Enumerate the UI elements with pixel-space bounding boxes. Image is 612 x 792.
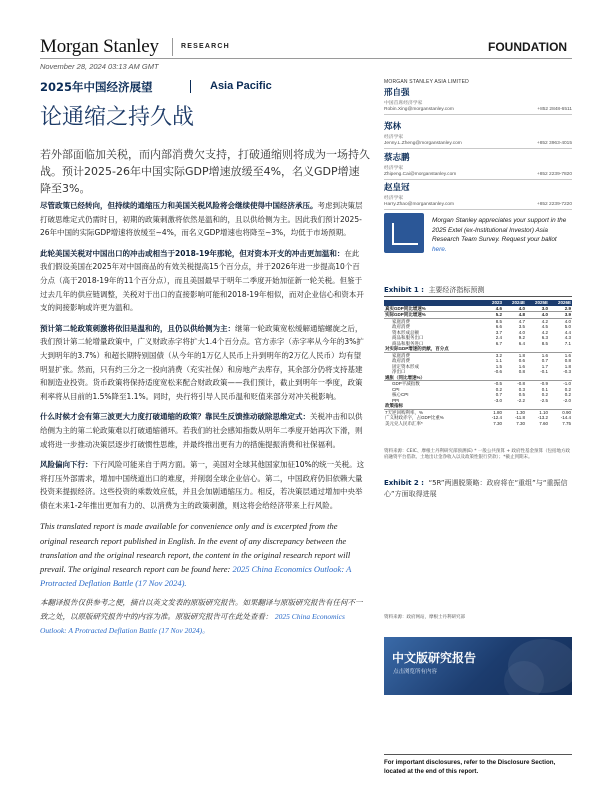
disclaimer-chinese-text: 本翻译报告仅供参考之便，摘自以英文发表的原版研究报告。如果翻译与原版研究报告有任何不一致之处，以原版研究报告中的内容为准。原版研究报告可在此处查看： [40,598,363,622]
row-label: 真实GDP同比增速% [384,306,480,312]
table-cell: 0.3 [518,386,525,392]
row-label: 对实际GDP增速的贡献，百分点 [384,346,480,352]
table-cell: 4.4 [564,329,571,335]
paragraph-5-lead: 风险偏向下行： [40,460,93,470]
paragraph-2 [40,247,365,315]
table-cell: 7.75 [562,420,571,426]
table-cell: 1.5 [495,363,502,369]
table-cell: 5.0 [564,324,571,329]
table-cell: 0.90 [562,409,571,415]
table-cell: 3.5 [518,324,525,329]
analyst-name: 邢自强 [384,88,410,98]
analyst-phone: +852 2239-7820 [536,172,572,177]
table-cell: 4.8 [503,312,526,319]
row-label: 核心CPI [392,392,409,397]
analyst-name: 蔡志鹏 [384,153,410,163]
disclosure-note: For important disclosures, refer to the Disclosure Section, located at the end of this report. [384,759,556,775]
analyst-role: 中国首席经济学家 [384,101,423,106]
table-cell: 0.1 [541,386,548,392]
paragraph-3-lead: 预计第二轮政策刺激将依旧是温和的，且仍以供给侧为主： [40,323,235,333]
exhibit-2-title [384,478,572,500]
survey-icon [384,213,424,253]
analyst-name: 郑林 [384,122,402,132]
page-title: 论通缩之持久战 [40,105,195,130]
paragraph-3 [40,322,365,404]
table-cell: 0.2 [495,386,502,392]
table-cell: 3.9 [549,312,572,319]
table-cell: -2.2 [517,397,525,403]
row-label: GDP平减指数 [392,381,420,386]
exhibit-1-rule [384,296,572,297]
exhibit-1-label: Exhibit 1 : [384,286,424,294]
row-label: 净出口 [392,369,406,374]
header-rule [40,58,572,59]
analyst-email[interactable]: Robin.Xing@morganstanley.com [384,107,454,112]
paragraph-5-text: 下行风险可能来自于两方面。第一，美国对全球其他国家加征10%的统一关税。这将打压外部需求，增加中国绕道出口的难度，并削弱全球企业信心。第二，中国政府仍旧依赖大量投资来提振经济。这些投资的乘数效应低，并且会加剧通缩压力。相反，若决策层通过增加中央举债在未来1-2年推出更加有力的、以消费为主的政策刺激，则这将会给经济带来上行风险。 [40,460,365,510]
research-label: RESEARCH [181,43,230,50]
table-cell: 0.2 [564,392,571,397]
publish-date: November 28, 2024 03:13 AM GMT [40,62,159,71]
table-row [384,421,572,427]
table-cell: 4.2 [541,318,548,324]
paragraph-4 [40,410,365,451]
table-cell: 0.8 [564,358,571,363]
row-label: 资本形成总额 [392,329,419,335]
table-cell: 0.7 [541,358,548,363]
exhibit-2-caption: “5R”两遇脱策略：政府将在“重组”与“重振信心”方面取得进展 [384,479,568,498]
disclaimer-english-text: This translated report is made available for convenience only and is excerpted from the original research report published in English. In the event of any discrepancy between the translation and the original research report, the content in the original research report will prevail. The original research report can be found here: [40,521,351,575]
economic-forecast-table [384,300,572,426]
row-label: 政府消费 [392,358,410,363]
row-label: 家庭消费 [392,352,410,358]
exhibit-1-source: 资料来源：CEIC、摩根士丹利研究部预测(E) * 一般公共预算 + 政府性基金预算（包括地方政府融资平台借款、土地出让金净收入以及政策性银行贷款）；*截止到期末。 [384,449,571,461]
main-body [40,199,365,638]
row-label: 美元兑人民币汇率* [385,420,423,426]
analyst-email[interactable]: Zhipeng.Cai@morganstanley.com [384,172,457,177]
table-cell: 2.4 [495,335,502,340]
analyst-email[interactable]: Harry.Zhao@morganstanley.com [384,202,455,207]
table-cell: 7.60 [539,420,548,426]
table-cell: 0.2 [541,392,548,397]
table-cell: 1.7 [541,363,548,369]
table-cell: -0.8 [517,381,525,386]
table-cell: 4.5 [541,324,548,329]
disclaimer-english [40,519,365,590]
row-label: 实际GDP同比增速% [384,312,480,319]
table-cell: 5.2 [480,312,503,319]
table-cell: 7.30 [493,420,502,426]
analyst-card [384,151,572,180]
table-cell: 0.8 [518,369,525,374]
exhibit-1-caption: 主要经济指标预测 [428,286,485,294]
entity-name: MORGAN STANLEY ASIA LIMITED [384,79,469,85]
paragraph-4-text: 关税冲击和以供给侧为主的第二轮政策难以打破通缩循环。若我们的社会感知指数从明年二季度开始再次下滑，则或将进一步推动决策层逐步打破惯性思维，并最终推出更有力的措施提振消费和社保福利。 [40,412,363,449]
table-cell: 4.3 [564,335,571,340]
paragraph-3-text: 继第一轮政策宽松缓解通缩螺旋之后，我们预计第二轮增量政策中，广义财政赤字将扩大1.4个百分点。官方赤字（赤字率从今年的3%扩大到明年的3.7%）和超长期特别国债（从今年的1万亿人民币上升到明年的2万亿人民币）均有望明显扩张。然而，只有约三分之一投向消费（充实社保）和房地产去库存，其余部分仍将支持基建和制造业投资。货币政策将保持适度宽松来配合财政政策——我们预计，截止到明年一季度，政策利率将从目前的1.5%降至1.1%。同时，央行将引导人民币温和贬值来部分对冲关税影响。 [40,323,364,401]
paragraph-1 [40,199,365,240]
series-title: 2025年中国经济展望 [40,80,153,94]
row-label: 商品和服务进口 [392,340,424,346]
table-cell: -2.0 [563,397,571,403]
table-cell: 4.0 [518,329,525,335]
table-cell: 1.30 [516,409,525,415]
banner-decoration [504,661,544,695]
table-cell: 1.6 [564,352,571,358]
table-cell: 6.7 [495,340,502,346]
row-label: 政府消费 [392,324,410,329]
table-cell: 3.2 [495,352,502,358]
banner-subtitle: 点击浏览所有内容 [393,669,438,675]
disclaimer-chinese [40,596,365,638]
table-cell: 1.1 [495,358,502,363]
row-label: 通胀（同比增速%） [384,375,480,381]
ballot-link[interactable]: here. [432,245,447,253]
row-label: CPI [392,386,400,392]
table-cell: 3.7 [495,329,502,335]
table-cell: 0.5 [518,392,525,397]
table-cell: -13.2 [537,415,548,420]
table-cell: 0.2 [564,386,571,392]
table-cell: 9.2 [518,335,525,340]
exhibit-2-source: 资料来源：政府网站，摩根士丹利研究部 [384,615,465,620]
paragraph-2-text: 在此我们假设美国在2025年对中国商品的有效关税提高15个百分点，并于2026年进一步提高10个百分点（高于2018-19年的11个百分点），而且美国最早于明年二季度开始加征新一轮关税。但鉴于过去几年的供应链调整，关税对于出口的直接影响可能和2018-19年相似，而对企业信心和资本开支的间接影响或许更为温和。 [40,248,364,313]
logo-divider [172,38,173,56]
row-label: PPI [392,397,400,403]
analyst-card [384,181,572,210]
table-cell: 4.0 [526,312,549,319]
table-cell: 7.30 [516,420,525,426]
analyst-card [384,86,572,115]
table-cell: 1.8 [518,352,525,358]
table-cell: -3.0 [494,397,502,403]
paragraph-1-lead: 尽管政策已经转向，但持续的通缩压力和美国关税风险将会继续使得中国经济承压。 [40,201,318,210]
table-cell: 4.6 [480,306,503,312]
table-cell: 2.9 [549,306,572,312]
table-cell: -0.9 [540,381,548,386]
page-subtitle: 若外部面临加关税，而内部消费欠支持，打破通缩则将成为一场持久战。预计2025-26年中国实际GDP增速放缓至4%，名义GDP增速降至3%。 [40,148,370,195]
column-header: 2025E [526,300,549,306]
row-label: 7天逆回购利率，% [385,409,424,415]
table-cell: 4.2 [541,329,548,335]
analyst-phone: +852 2848-6511 [537,107,572,112]
foundation-label: FOUNDATION [488,40,568,54]
morgan-stanley-logo: Morgan Stanley [40,36,159,57]
paragraph-5 [40,458,365,512]
table-cell: -1.0 [563,381,571,386]
original-report-link-cn[interactable]: 2025 China Economics Outlook: A Protracted Deflation Battle (17 Nov 2024)。 [40,612,345,636]
table-cell: 6.6 [495,324,502,329]
footer-rule [384,754,572,755]
analyst-role: 经济学家 [384,135,404,140]
survey-note [432,216,572,254]
table-cell: 3.0 [526,306,549,312]
row-label: 固定资本形成 [392,363,419,369]
table-cell: 0.7 [495,392,502,397]
table-cell: -11.8 [515,415,525,420]
paragraph-2-lead: 此轮美国关税对中国出口的冲击或相当于2018-19年那轮，但对资本开支的冲击更加温和： [40,248,345,258]
exhibit-2-label: Exhibit 2 : [384,479,424,487]
table-cell: -12.4 [491,415,502,420]
table-cell: 6.4 [518,340,525,346]
table-cell: -2.5 [540,397,548,403]
table-cell: 1.8 [564,363,571,369]
table-cell: -0.1 [540,369,548,374]
analyst-role: 经济学家 [384,196,404,201]
table-cell: 1.10 [539,409,548,415]
paragraph-1-text: 考虑到决策层打破思维定式仍需时日，初期的政策刺激将依然是温和的，且以供给侧为主。因此我们预计2025-26年中国的实际GDP增速将放缓至~4%，而名义GDP增速也将降至~3%，均低于市场预期。 [40,201,363,238]
banner-title: 中文版研究报告 [392,651,477,665]
table-cell: -14.4 [560,415,571,420]
table-cell: 4.0 [503,306,526,312]
exhibit-1-title [384,285,484,295]
table-cell: 1.6 [518,363,525,369]
row-label: 家庭消费 [392,318,410,324]
analyst-email[interactable]: Jenny.L.Zheng@morganstanley.com [384,141,462,146]
survey-text: Morgan Stanley appreciates your support in the 2025 Extel (ex-Institutional Investor) Asia Research Team Survey. Request your ballot [432,217,567,244]
column-header: 2024E [503,300,526,306]
column-header: 2026E [549,300,572,306]
table-cell: -0.6 [494,369,502,374]
table-cell: 1.80 [493,409,502,415]
region-label: Asia Pacific [210,80,272,92]
row-label: 商品和服务出口 [392,335,424,340]
analyst-phone: +852 3963-4015 [536,141,572,146]
row-label: 广义财政赤字，占GDP比重% [385,415,444,420]
table-cell: 7.1 [564,340,571,346]
table-cell: 8.5 [541,340,548,346]
analyst-card [384,120,572,149]
table-cell: 6.3 [541,335,548,340]
table-cell: -0.5 [494,381,502,386]
table-cell: -0.3 [563,369,571,374]
column-header: 2023 [480,300,503,306]
row-label: 政策指标 [384,403,480,409]
paragraph-4-lead: 什么时候才会有第三波更大力度打破通缩的政策？靠民生反馈推动破除思维定式： [40,412,310,422]
analyst-name: 赵皇冠 [384,183,410,193]
series-divider [190,80,191,93]
exhibit-2-graphic [384,506,572,606]
chinese-reports-banner[interactable] [384,637,572,695]
table-cell: 0.6 [518,358,525,363]
table-cell: 4.0 [564,318,571,324]
table-cell: 4.7 [518,318,525,324]
table-cell: 8.5 [495,318,502,324]
original-report-link[interactable]: 2025 China Economics Outlook: A Protracted Deflation Battle (17 Nov 2024). [40,564,352,589]
table-cell: 1.6 [541,352,548,358]
analyst-phone: +852 2239-7220 [536,202,572,207]
analyst-role: 经济学家 [384,166,404,171]
